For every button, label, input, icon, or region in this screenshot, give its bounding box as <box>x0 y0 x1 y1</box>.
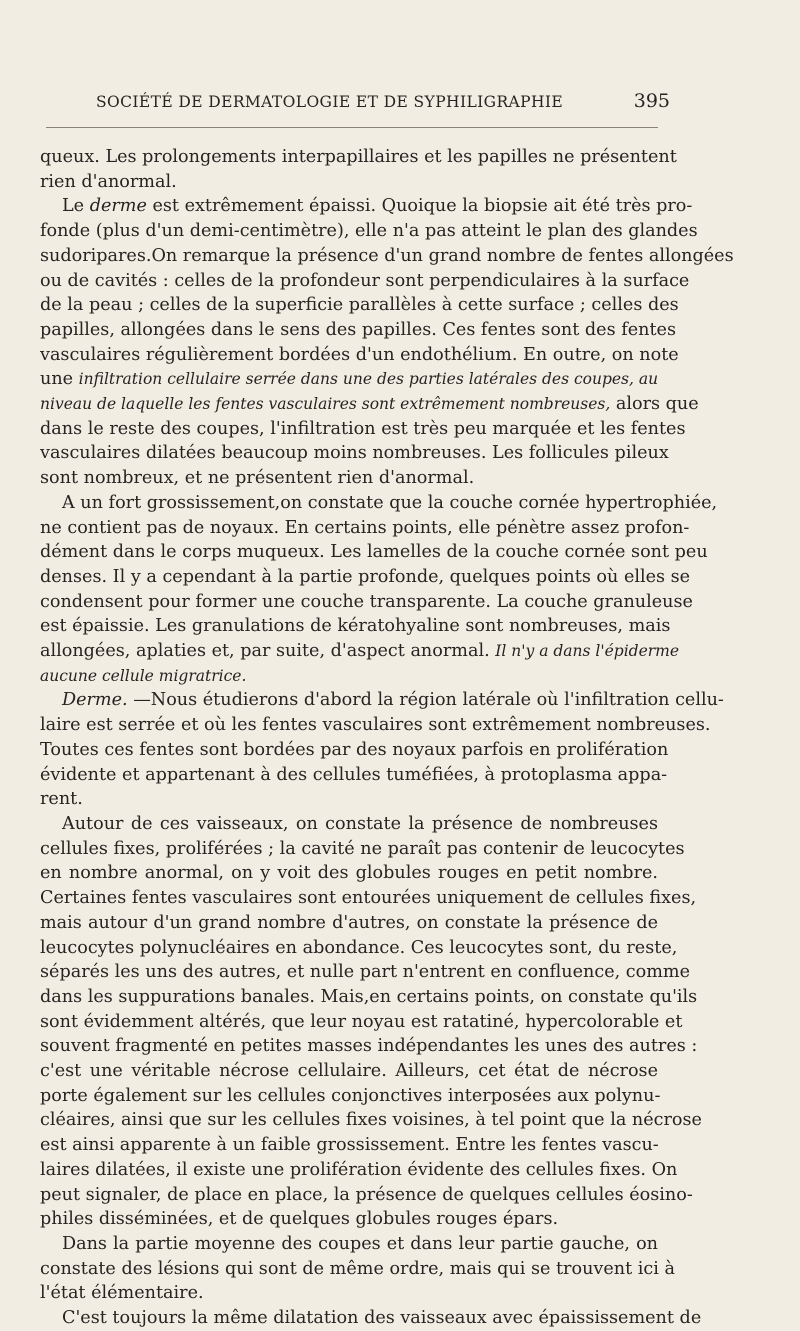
paragraph <box>40 1306 702 1331</box>
text-line: A un fort grossissement,on constate que la couche cornée hypertrophiée, <box>62 492 718 513</box>
text-line: laire est serrée et où les fentes vasculaires sont extrêmement nombreuses. <box>40 715 711 736</box>
text-line: sont nombreux, et ne présentent rien d'anormal. <box>40 468 475 489</box>
header-rule <box>46 127 658 128</box>
text-line: niveau de laquelle les fentes vasculaires sont extrêmement nombreuses, alors que <box>40 394 699 415</box>
text-line: cléaires, ainsi que sur les cellules fixes voisines, à tel point que la nécrose <box>40 1110 702 1131</box>
text-line: fonde (plus d'un demi-centimètre), elle n'a pas atteint le plan des glandes <box>40 221 698 242</box>
text-line: une infiltration cellulaire serrée dans une des parties latérales des coupes, au <box>40 369 659 390</box>
text-line: de la peau ; celles de la superficie parallèles à cette surface ; celles des <box>40 295 679 316</box>
running-header <box>96 90 670 112</box>
text-line: mais autour d'un grand nombre d'autres, on constate la présence de <box>40 912 658 933</box>
text-line: ne contient pas de noyaux. En certains points, elle pénètre assez profon- <box>40 517 690 538</box>
text-line: aucune cellule migratrice. <box>40 666 247 685</box>
body-text <box>40 145 734 1331</box>
page-number: 395 <box>633 90 670 112</box>
text-line: Derme. —Nous étudierons d'abord la région latérale où l'infiltration cellu- <box>62 690 724 711</box>
text-line: séparés les uns des autres, et nulle part n'entrent en confluence, comme <box>40 962 691 983</box>
text-line: est épaissie. Les granulations de kératohyaline sont nombreuses, mais <box>40 616 671 637</box>
text-line: philes disséminées, et de quelques globules rouges épars. <box>40 1209 559 1230</box>
text-line: en nombre anormal, on y voit des globules rouges en petit nombre. <box>40 863 658 884</box>
text-line: sont évidemment altérés, que leur noyau est ratatiné, hypercolorable et <box>40 1011 683 1032</box>
text-line: C'est toujours la même dilatation des vaisseaux avec épaississement de <box>62 1308 702 1329</box>
text-line: denses. Il y a cependant à la partie profonde, quelques points où elles se <box>40 566 691 587</box>
text-line: condensent pour former une couche transparente. La couche granuleuse <box>40 591 693 612</box>
text-line: papilles, allongées dans le sens des papilles. Ces fentes sont des fentes <box>40 319 676 340</box>
text-line: sudoripares.On remarque la présence d'un grand nombre de fentes allongées <box>40 245 734 266</box>
text-line: dément dans le corps muqueux. Les lamelles de la couche cornée sont peu <box>40 542 708 563</box>
paragraph <box>40 194 734 490</box>
paragraph <box>40 491 718 689</box>
text-line: dans les suppurations banales. Mais,en certains points, on constate qu'ils <box>40 986 698 1007</box>
text-line: dans le reste des coupes, l'infiltration est très peu marquée et les fentes <box>40 418 686 439</box>
text-line: Certaines fentes vasculaires sont entourées uniquement de cellules fixes, <box>40 888 697 909</box>
text-line: cellules fixes, proliférées ; la cavité ne paraît pas contenir de leucocytes <box>40 838 685 859</box>
paragraph <box>40 688 724 812</box>
text-line: allongées, aplaties et, par suite, d'aspect anormal. Il n'y a dans l'épiderme <box>40 641 680 662</box>
text-line: Dans la partie moyenne des coupes et dans leur partie gauche, on <box>62 1233 658 1254</box>
text-line: c'est une véritable nécrose cellulaire. Ailleurs, cet état de nécrose <box>40 1061 658 1082</box>
text-line: peut signaler, de place en place, la présence de quelques cellules éosino- <box>40 1184 693 1205</box>
text-line: porte également sur les cellules conjonctives interposées aux polynu- <box>40 1085 661 1106</box>
text-line: Toutes ces fentes sont bordées par des noyaux parfois en prolifération <box>40 739 669 760</box>
running-title: SOCIÉTÉ DE DERMATOLOGIE ET DE SYPHILIGRAPHIE <box>96 93 564 111</box>
text-line: queux. Les prolongements interpapillaires et les papilles ne présentent <box>40 147 677 167</box>
text-line: laires dilatées, il existe une prolifération évidente des cellules fixes. On <box>40 1159 678 1180</box>
paragraph <box>40 812 702 1232</box>
text-line: est ainsi apparente à un faible grossissement. Entre les fentes vascu- <box>40 1135 659 1156</box>
text-line: évidente et appartenant à des cellules tuméfiées, à protoplasma appa- <box>40 764 668 785</box>
text-line: ou de cavités : celles de la profondeur sont perpendiculaires à la surface <box>40 270 690 291</box>
paragraph <box>40 1232 675 1306</box>
text-line: constate des lésions qui sont de même ordre, mais qui se trouvent ici à <box>40 1258 675 1279</box>
text-line: Autour de ces vaisseaux, on constate la présence de nombreuses <box>62 813 658 834</box>
text-line: leucocytes polynucléaires en abondance. Ces leucocytes sont, du reste, <box>40 937 678 958</box>
paragraph <box>40 145 677 194</box>
text-line: l'état élémentaire. <box>40 1283 204 1304</box>
text-line: rent. <box>40 789 83 810</box>
text-line: rien d'anormal. <box>40 171 177 192</box>
text-line: vasculaires régulièrement bordées d'un endothélium. En outre, on note <box>40 344 679 365</box>
text-line: vasculaires dilatées beaucoup moins nombreuses. Les follicules pileux <box>40 443 669 464</box>
text-line: Le derme est extrêmement épaissi. Quoique la biopsie ait été très pro- <box>62 196 693 217</box>
text-line: souvent fragmenté en petites masses indépendantes les unes des autres : <box>40 1036 698 1057</box>
